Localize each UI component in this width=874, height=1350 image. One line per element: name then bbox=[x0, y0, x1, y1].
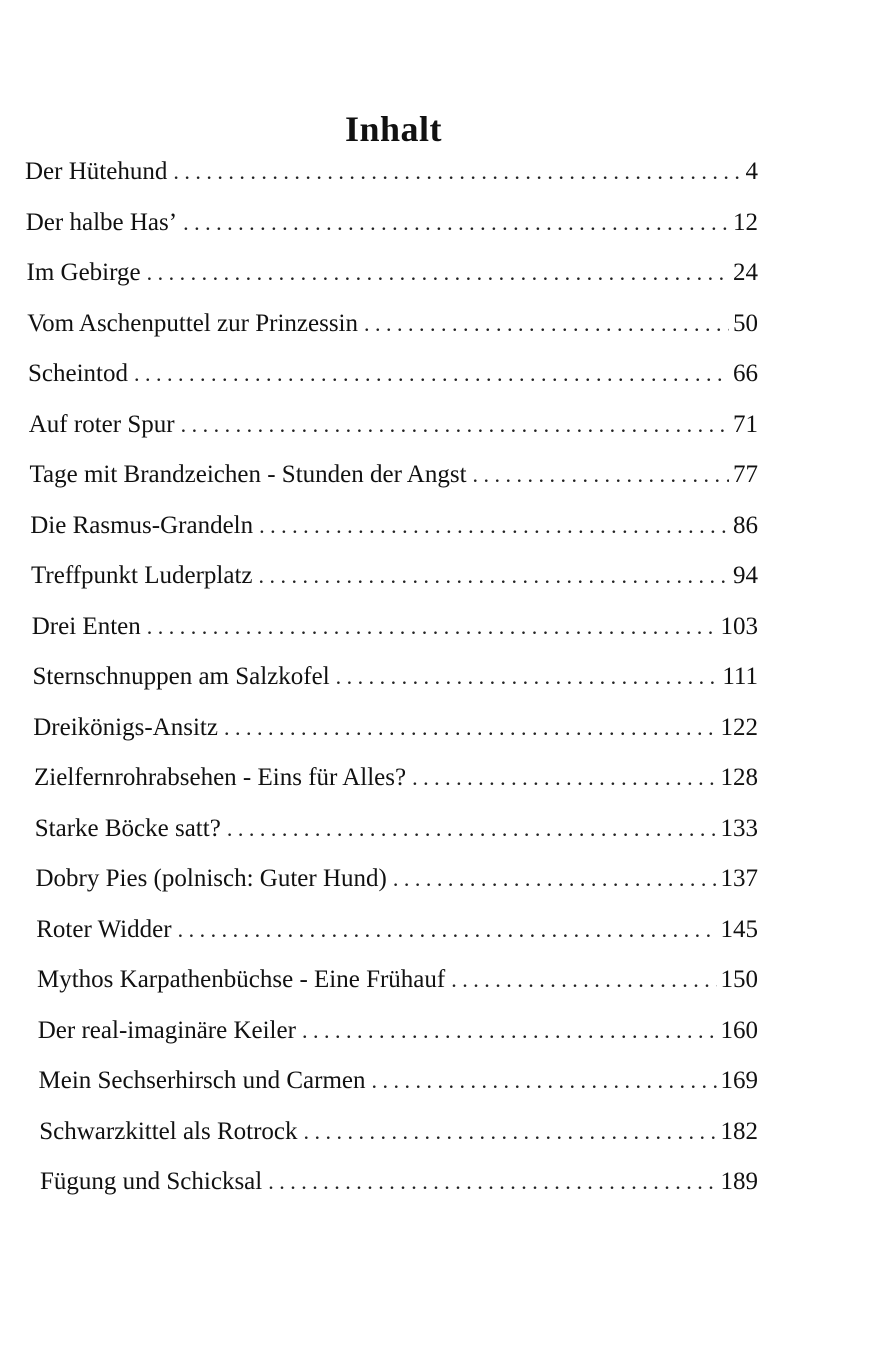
dot-leader bbox=[173, 159, 741, 185]
toc-entry-title: Vom Aschenputtel zur Prinzessin bbox=[27, 309, 358, 337]
toc-entry-title: Schwarzkittel als Rotrock bbox=[39, 1117, 298, 1145]
toc-entry-title: Treffpunkt Luderplatz bbox=[31, 562, 253, 589]
toc-entry-page-number: 4 bbox=[745, 158, 758, 185]
toc-entry-page-number: 122 bbox=[720, 713, 758, 741]
toc-entry bbox=[0, 461, 758, 512]
toc-entry bbox=[0, 310, 758, 361]
dot-leader bbox=[147, 614, 717, 640]
toc-entry-page-number: 50 bbox=[733, 309, 758, 337]
toc-entry-page-number: 94 bbox=[733, 562, 758, 589]
dot-leader bbox=[364, 311, 729, 337]
dot-leader bbox=[134, 361, 729, 387]
toc-entry-page-number: 145 bbox=[720, 915, 758, 943]
dot-leader bbox=[178, 917, 717, 943]
dot-leader bbox=[412, 765, 716, 791]
toc-entry bbox=[0, 663, 758, 714]
toc-entry-page-number: 189 bbox=[720, 1168, 758, 1195]
toc-entry bbox=[0, 815, 758, 866]
dot-leader bbox=[393, 866, 717, 892]
toc-entry bbox=[0, 1067, 758, 1118]
toc-entry bbox=[0, 966, 758, 1017]
toc-entry-page-number: 71 bbox=[733, 410, 758, 438]
dot-leader bbox=[181, 412, 729, 438]
toc-entry bbox=[0, 512, 758, 563]
toc-entry-page-number: 182 bbox=[720, 1117, 758, 1145]
dot-leader bbox=[183, 210, 729, 236]
toc-entry bbox=[0, 158, 758, 209]
toc-entry-page-number: 133 bbox=[720, 814, 758, 842]
toc-entry-page-number: 169 bbox=[720, 1067, 758, 1094]
toc-entry-title: Im Gebirge bbox=[26, 259, 141, 286]
dot-leader bbox=[473, 462, 729, 488]
dot-leader bbox=[302, 1018, 717, 1044]
toc-entry bbox=[0, 259, 758, 310]
toc-entry-title: Sternschnuppen am Salzkofel bbox=[32, 663, 330, 690]
toc-entry bbox=[0, 411, 758, 462]
toc-entry-title: Dobry Pies (polnisch: Guter Hund) bbox=[35, 865, 387, 892]
toc-entry-page-number: 24 bbox=[733, 259, 758, 286]
toc-entry bbox=[0, 1118, 758, 1169]
toc-entry bbox=[0, 1017, 758, 1068]
toc-entry-page-number: 12 bbox=[733, 208, 758, 236]
toc-entry-page-number: 103 bbox=[720, 612, 758, 640]
toc-entry bbox=[0, 360, 758, 411]
toc-entry-page-number: 77 bbox=[733, 461, 758, 488]
dot-leader bbox=[336, 664, 719, 690]
dot-leader bbox=[268, 1169, 716, 1195]
dot-leader bbox=[227, 816, 717, 842]
toc-entry bbox=[0, 764, 758, 815]
toc-entry-title: Drei Enten bbox=[31, 612, 141, 640]
toc-entry bbox=[0, 1168, 758, 1219]
toc-entry-title: Zielfernrohrabsehen - Eins für Alles? bbox=[34, 764, 407, 791]
toc-entry bbox=[0, 865, 758, 916]
toc-entry-title: Der real-imaginäre Keiler bbox=[37, 1016, 296, 1044]
toc-entry-page-number: 128 bbox=[720, 764, 758, 791]
toc-entry-title: Auf roter Spur bbox=[28, 410, 175, 438]
page-title: Inhalt bbox=[344, 109, 443, 150]
dot-leader bbox=[224, 715, 717, 741]
toc-entry-title: Mein Sechserhirsch und Carmen bbox=[38, 1067, 366, 1094]
dot-leader bbox=[147, 260, 729, 286]
toc-entry-page-number: 160 bbox=[720, 1016, 758, 1044]
toc-entry-page-number: 137 bbox=[720, 865, 758, 892]
toc-entry-page-number: 111 bbox=[722, 663, 758, 690]
toc-entry-title: Der halbe Has’ bbox=[25, 208, 178, 236]
table-of-contents bbox=[0, 158, 874, 1219]
toc-entry-title: Scheintod bbox=[28, 360, 128, 387]
toc-entry-title: Mythos Karpathenbüchse - Eine Frühauf bbox=[37, 966, 446, 993]
toc-entry-title: Dreikönigs-Ansitz bbox=[33, 713, 218, 741]
toc-entry-title: Tage mit Brandzeichen - Stunden der Angst bbox=[29, 461, 467, 488]
toc-entry bbox=[0, 209, 758, 260]
toc-entry-title: Roter Widder bbox=[36, 915, 172, 943]
toc-entry-title: Die Rasmus-Grandeln bbox=[30, 511, 254, 539]
toc-entry-page-number: 86 bbox=[733, 511, 758, 539]
dot-leader bbox=[259, 513, 729, 539]
dot-leader bbox=[304, 1119, 717, 1145]
toc-entry-title: Fügung und Schicksal bbox=[40, 1168, 263, 1195]
toc-entry bbox=[0, 562, 758, 613]
toc-entry-title: Der Hütehund bbox=[25, 158, 168, 185]
dot-leader bbox=[372, 1068, 717, 1094]
toc-entry bbox=[0, 613, 758, 664]
toc-entry bbox=[0, 916, 758, 967]
toc-entry bbox=[0, 714, 758, 765]
toc-entry-page-number: 150 bbox=[720, 966, 758, 993]
toc-entry-page-number: 66 bbox=[733, 360, 758, 387]
dot-leader bbox=[451, 967, 716, 993]
dot-leader bbox=[258, 563, 729, 589]
toc-entry-title: Starke Böcke satt? bbox=[34, 814, 221, 842]
